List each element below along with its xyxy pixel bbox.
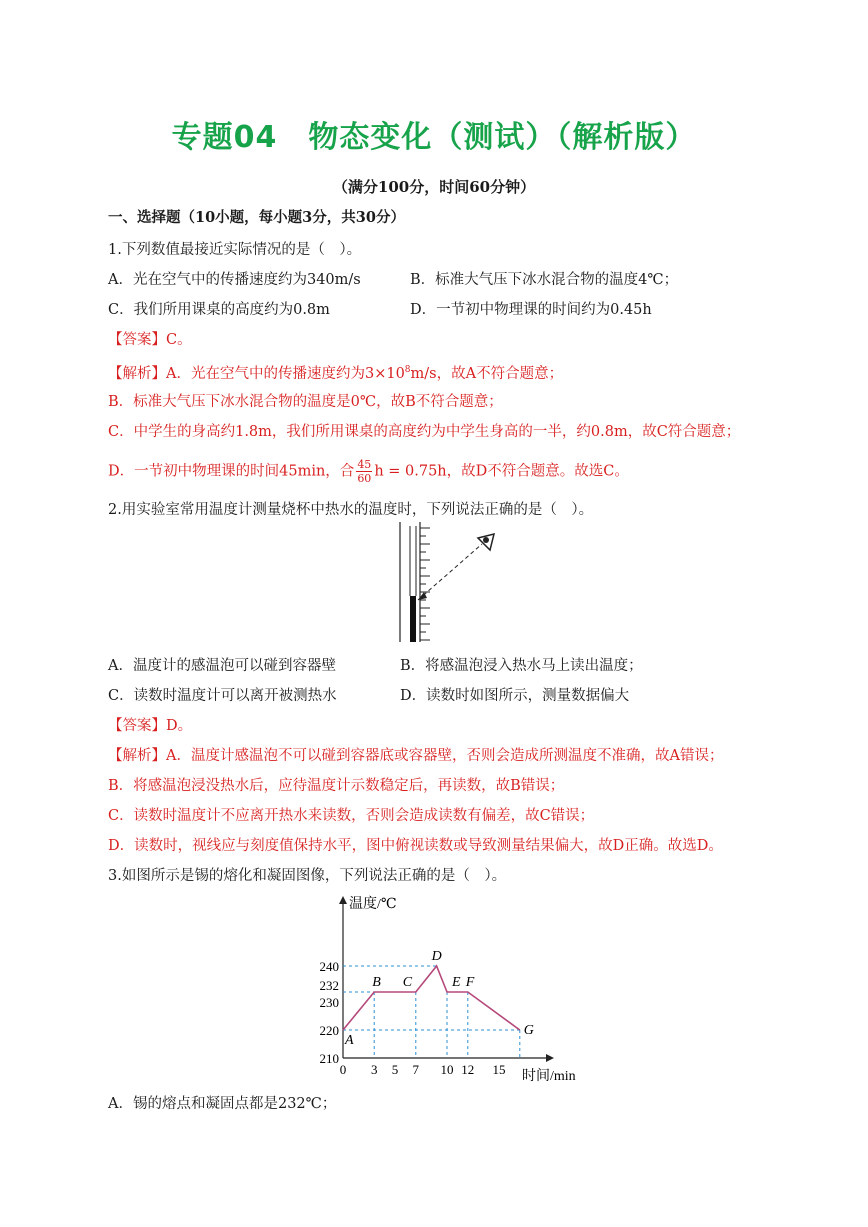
q1-stem: 1.下列数值最接近实际情况的是（ ）。 (108, 242, 362, 258)
y-axis-arrow (339, 896, 347, 904)
point-label-c: C (402, 975, 413, 990)
q2-answer: 【答案】D。 (108, 718, 193, 734)
q1-option-a: A．光在空气中的传播速度约为340m/s (108, 272, 361, 288)
y-tick-label: 240 (319, 959, 339, 974)
q1-analysis-a: 【解析】A．光在空气中的传播速度约为$3\times 10^8m/s$，故A不符合题意； (108, 365, 564, 382)
temperature-curve (343, 966, 520, 1030)
y-tick-label: 210 (319, 1051, 339, 1066)
tin-melting-chart (310, 890, 590, 1088)
thermometer-liquid (410, 596, 416, 642)
y-axis-label: 温度/℃ (349, 897, 397, 912)
q2-stem: 2.用实验室常用温度计测量烧杯中热水的温度时，下列说法正确的是（ ）。 (108, 502, 594, 518)
x-tick-label: 15 (492, 1062, 506, 1077)
x-tick-label: 0 (339, 1062, 347, 1077)
q1-analysis-b: B．标准大气压下冰水混合物的温度是0℃，故B不符合题意； (108, 394, 503, 410)
x-tick-label: 12 (461, 1062, 475, 1077)
q1-answer: 【答案】C。 (108, 332, 192, 348)
x-axis-label: 时间/min (522, 1069, 576, 1084)
point-label-d: D (431, 949, 442, 964)
q3-stem: 3.如图所示是锡的熔化和凝固图像，下列说法正确的是（ ）。 (108, 868, 507, 884)
y-tick-label: 220 (319, 1023, 339, 1038)
y-tick-label: 230 (319, 995, 339, 1010)
x-tick-label: 3 (370, 1062, 378, 1077)
x-tick-label: 5 (391, 1062, 399, 1077)
eye-icon (478, 534, 494, 550)
q1-option-b: B．标准大气压下冰水混合物的温度4℃； (410, 272, 679, 288)
x-tick-label: 10 (440, 1062, 454, 1077)
thermometer-figure (390, 522, 510, 644)
q2-option-b: B．将感温泡浸入热水马上读出温度； (400, 658, 643, 674)
q2-analysis-c: C．读数时温度计不应离开热水来读数，否则会造成读数有偏差，故C错误； (108, 808, 595, 824)
x-tick-label: 7 (412, 1062, 420, 1077)
y-tick-label: 232 (319, 978, 339, 993)
point-label-b: B (372, 975, 381, 990)
q2-analysis-b: B．将感温泡浸没热水后，应待温度计示数稳定后，再读数，故B错误； (108, 778, 565, 794)
point-label-g: G (523, 1023, 534, 1038)
q2-analysis-a: 【解析】A．温度计感温泡不可以碰到容器底或容器壁，否则会造成所测温度不准确，故A错误； (108, 748, 724, 764)
q2-option-a: A．温度计的感温泡可以碰到容器壁 (108, 658, 336, 674)
point-label-e: E (452, 975, 461, 990)
point-label-f: F (465, 975, 475, 990)
point-label-a: A (345, 1033, 354, 1048)
q2-analysis-d: D．读数时，视线应与刻度值保持水平，图中俯视读数或导致测量结果偏大，故D正确。故选D。 (108, 838, 723, 854)
page-title: 专题04 物态变化（测试）（解析版） (171, 120, 697, 155)
q2-option-c: C．读数时温度计可以离开被测热水 (108, 688, 337, 704)
fraction: $\frac{45}{60}$ (357, 458, 372, 485)
q2-option-d: D．读数时如图所示，测量数据偏大 (400, 688, 630, 704)
q3-option-a: A．锡的熔点和凝固点都是232℃； (108, 1096, 337, 1112)
q1-analysis-d: D．一节初中物理课的时间45min，合 $\frac{45}{60}$ h = 0.75h，故D不符合题意。故选C。 (108, 458, 629, 485)
q1-analysis-c: C．中学生的身高约1.8m，我们所用课桌的高度约为中学生身高的一半，约0.8m，故C符合题意； (108, 424, 741, 440)
q1-option-d: D．一节初中物理课的时间约为0.45h (410, 302, 652, 318)
q1-option-c: C．我们所用课桌的高度约为0.8m (108, 302, 330, 318)
page-subtitle: （满分100分，时间60分钟） (332, 178, 536, 196)
x-axis-arrow (546, 1054, 554, 1062)
section-heading: 一、选择题（10小题，每小题3分，共30分） (108, 209, 405, 226)
